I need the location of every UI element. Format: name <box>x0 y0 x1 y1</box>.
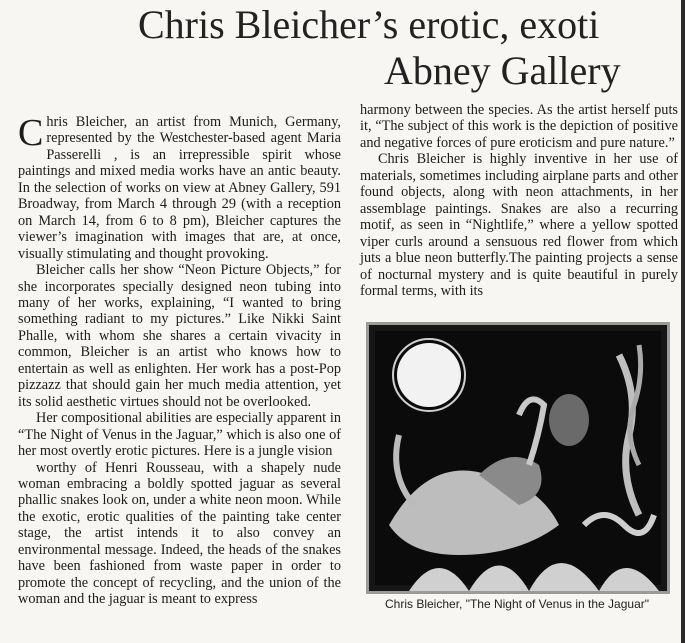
paragraph: worthy of Henri Rousseau, with a shapely nude woman embracing a boldly spotted jaguar as several phallic snakes look on, under a white neon moon. While the exotic, erotic qualities of the painting take center stage, the artist intends it to also convey an environmental message. Indeed, the heads of the snakes have been fashioned from waste paper in order to promote the concept of recycling, and the union of the woman and the jaguar is meant to express <box>18 459 341 608</box>
paragraph: Her compositional abilities are especially apparent in “The Night of Venus in the Jaguar,” which is also one of her most overtly erotic pictures. Here is a jungle vision <box>18 410 341 460</box>
paragraph: Chris Bleicher is highly inventive in her use of materials, sometimes including airplane parts and other found objects, along with neon attachments, in her assemblage paintings. Snakes are also a recurring motif, as seen in “Nightlife,” where a yellow spotted viper curls around a sensuous red flower from which juts a blue neon butterfly.The painting projects a sense of nocturnal mystery and is quite beautiful in purely formal terms, with its <box>360 151 678 299</box>
drop-cap: C <box>18 112 44 154</box>
paragraph <box>18 114 341 262</box>
painting-image <box>366 322 670 594</box>
paragraph: harmony between the species. As the artist herself puts it, “The subject of this work is the depiction of positive and negative forces of pure eroticism and pure nature.” <box>360 102 678 151</box>
headline-line-1: Chris Bleicher’s erotic, exoti <box>138 2 600 47</box>
article-right-column <box>360 102 678 299</box>
figure-caption: Chris Bleicher, "The Night of Venus in the Jaguar" <box>385 597 649 611</box>
headline-line-2: Abney Gallery <box>384 48 621 93</box>
paragraph: Bleicher calls her show “Neon Picture Objects,” for she incorporates specially designed neon tubing into many of her works, explaining, “I wanted to bring something radiant to my pictures.” Like Nikki Saint Phalle, with whom she shares a certain vivacity in common, Bleicher is an artist who knows how to entertain as well as enlighten. Her work has a post-Pop pizzazz that should gain her much media attention, yet its solid aesthetic virtues should not be overlooked. <box>18 262 341 410</box>
painting-illustration <box>369 325 667 591</box>
paragraph-text: hris Bleicher, an artist from Munich, Germany, represented by the Westchester-based agent Maria Passerelli , is an irrepressible spirit whose paintings and mixed media works have an antic beauty. In the selection of works on view at Abney Gallery, 591 Broadway, from March 4 through 29 (with a reception on March 14, from 6 to 8 pm), Bleicher captures the viewer’s imagination with images that are, at once, visually stimulating and thought provoking. <box>18 114 341 262</box>
page-edge <box>681 0 685 643</box>
article-left-column <box>18 114 341 608</box>
